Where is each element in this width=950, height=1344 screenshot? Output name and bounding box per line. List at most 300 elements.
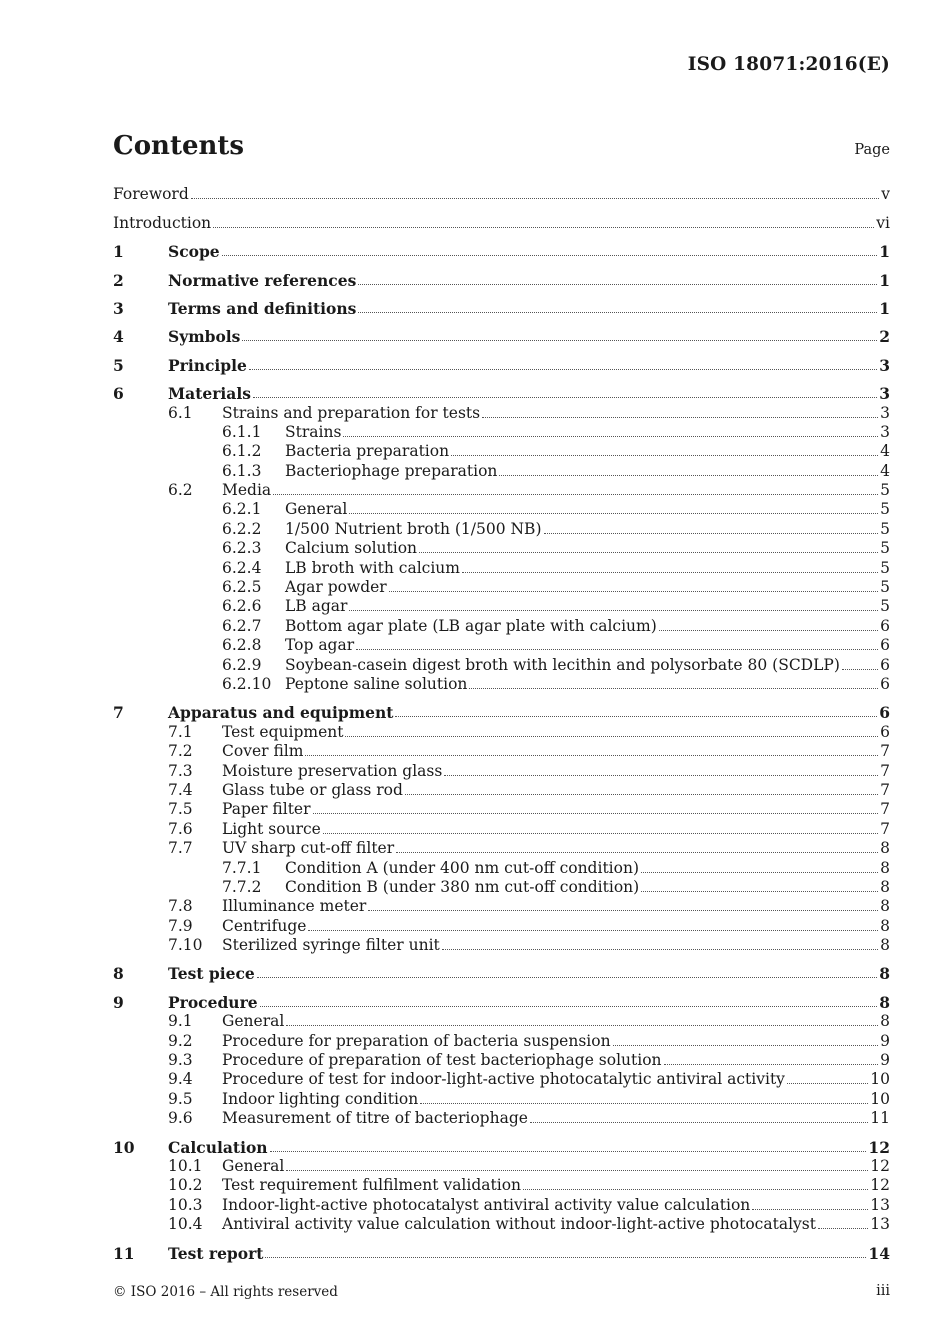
toc-entry-line (168, 271, 890, 290)
toc-entry-title: Strains (285, 422, 342, 441)
toc-entry-page: 13 (870, 1215, 890, 1234)
toc-entry-number: 7.1 (168, 722, 193, 741)
toc-entry[interactable] (113, 1137, 890, 1156)
toc-entry-line (222, 1157, 890, 1176)
page-column-label: Page (854, 142, 890, 158)
dot-leader (242, 339, 877, 341)
toc-entry[interactable] (113, 839, 890, 858)
toc-entry-title: Test report (168, 1243, 264, 1263)
toc-entry[interactable] (113, 442, 890, 461)
toc-entry[interactable] (113, 1070, 890, 1089)
toc-entry-page: 8 (879, 992, 890, 1012)
toc-entry-page: vi (876, 213, 890, 232)
toc-entry-number: 6.2 (168, 481, 193, 500)
toc-entry-title: Introduction (113, 213, 212, 232)
dot-leader (442, 948, 878, 950)
toc-entry-title: General (222, 1012, 285, 1031)
dot-leader (356, 648, 878, 650)
dot-leader (842, 668, 878, 670)
toc-entry-page: 3 (880, 403, 890, 422)
toc-entry-number: 6.1.2 (222, 442, 262, 461)
dot-leader (313, 812, 879, 814)
toc-entry-title: Procedure of test for indoor-light-active photocatalytic antiviral activity (222, 1070, 785, 1089)
toc-entry-title: Calculation (168, 1137, 268, 1157)
dot-leader (213, 226, 874, 228)
toc-entry[interactable] (113, 242, 890, 261)
toc-entry-line (113, 185, 890, 204)
toc-entry-number: 7.7.1 (222, 858, 262, 877)
toc-entry-line (222, 897, 890, 916)
dot-leader (349, 512, 878, 514)
toc-entry-page: 4 (880, 461, 890, 480)
toc-entry-page: 8 (880, 916, 890, 935)
toc-entry-line (285, 597, 890, 616)
toc-entry-line (285, 656, 890, 675)
toc-entry-line (113, 214, 890, 233)
toc-entry-page: 5 (880, 539, 890, 558)
toc-entry[interactable] (113, 655, 890, 674)
toc-entry[interactable] (113, 423, 890, 442)
toc-entry-title: Peptone saline solution (285, 674, 468, 693)
toc-entry-number: 9.1 (168, 1012, 193, 1031)
toc-entry-number: 6.2.1 (222, 500, 262, 519)
toc-entry-title: Bacteriophage preparation (285, 461, 498, 480)
toc-entry-number: 6.2.4 (222, 558, 262, 577)
toc-entry-page: 6 (880, 616, 890, 635)
toc-entry-line (285, 500, 890, 519)
toc-entry[interactable] (113, 1109, 890, 1128)
toc-entry-number: 6.1.1 (222, 422, 262, 441)
toc-entry-title: Illuminance meter (222, 897, 367, 916)
toc-entry[interactable] (113, 936, 890, 955)
toc-entry-line (285, 675, 890, 694)
toc-entry-number: 6.2.7 (222, 616, 262, 635)
dot-leader (253, 396, 877, 398)
dot-leader (323, 832, 878, 834)
toc-entry-page: 5 (880, 500, 890, 519)
toc-entry-title: Procedure of preparation of test bacteriophage solution (222, 1051, 662, 1070)
toc-entry-title: Principle (168, 355, 247, 375)
toc-entry-page: 6 (880, 674, 890, 693)
toc-entry-title: Indoor-light-active photocatalyst antiviral activity value calculation (222, 1195, 751, 1214)
toc-entry-title: Sterilized syringe filter unit (222, 936, 440, 955)
toc-entry[interactable] (113, 327, 890, 346)
toc-entry-page: 12 (870, 1156, 890, 1175)
toc-entry-page: 9 (880, 1051, 890, 1070)
dot-leader (222, 254, 878, 256)
toc-entry-number: 6.2.9 (222, 655, 262, 674)
dot-leader (349, 609, 878, 611)
toc-entry-title: Moisture preservation glass (222, 761, 443, 780)
dot-leader (641, 871, 878, 873)
toc-entry-number: 6.1.3 (222, 461, 262, 480)
toc-entry-number: 6.2.5 (222, 578, 262, 597)
toc-entry[interactable] (113, 781, 890, 800)
toc-entry-line (222, 481, 890, 500)
toc-entry-title: Scope (168, 242, 220, 262)
toc-entry[interactable] (113, 500, 890, 519)
toc-entry-number: 6.2.6 (222, 597, 262, 616)
toc-entry-title: Condition B (under 380 nm cut-off condition) (285, 877, 640, 896)
dot-leader (343, 435, 878, 437)
toc-entry[interactable] (113, 355, 890, 374)
toc-entry-title: LB agar (285, 597, 348, 616)
dot-leader (286, 1169, 868, 1171)
toc-entry[interactable] (113, 461, 890, 480)
toc-entry-number: 9.2 (168, 1031, 193, 1050)
footer-page-number: iii (876, 1283, 890, 1299)
toc-entry-number: 1 (113, 242, 124, 262)
toc-entry-page: 8 (879, 964, 890, 984)
dot-leader (368, 909, 878, 911)
toc-entry-number: 9.5 (168, 1089, 193, 1108)
toc-entry-title: Test equipment (222, 722, 344, 741)
toc-entry[interactable] (113, 1176, 890, 1195)
toc-entry[interactable] (113, 722, 890, 741)
dot-leader (191, 197, 879, 199)
toc-entry-title: UV sharp cut-off filter (222, 839, 395, 858)
toc-entry-title: Top agar (285, 636, 355, 655)
toc-entry-line (222, 1215, 890, 1234)
toc-entry-number: 7 (113, 703, 124, 723)
toc-entry-line (222, 839, 890, 858)
toc-entry-page: 7 (880, 780, 890, 799)
toc-entry[interactable] (113, 878, 890, 897)
dot-leader (499, 474, 878, 476)
toc-entry-page: 1 (879, 242, 890, 262)
toc-entry-page: 3 (880, 422, 890, 441)
dot-leader (641, 890, 878, 892)
toc-entry-line (222, 1090, 890, 1109)
toc-entry-line (168, 1244, 890, 1263)
toc-entry-line (222, 936, 890, 955)
toc-entry[interactable] (113, 213, 890, 232)
toc-entry[interactable] (113, 185, 890, 204)
toc-entry-line (222, 762, 890, 781)
toc-entry-title: Test piece (168, 964, 255, 984)
toc-entry[interactable] (113, 897, 890, 916)
toc-entry-number: 7.10 (168, 936, 203, 955)
toc-entry-page: v (881, 185, 890, 204)
toc-entry[interactable] (113, 597, 890, 616)
toc-entry-number: 6.1 (168, 403, 193, 422)
toc-entry-number: 6.2.10 (222, 674, 272, 693)
toc-entry-page: 1 (879, 270, 890, 290)
dot-leader (389, 590, 878, 592)
dot-leader (358, 283, 877, 285)
toc-entry-number: 6.2.8 (222, 636, 262, 655)
dot-leader (265, 1256, 866, 1258)
toc-entry[interactable] (113, 616, 890, 635)
toc-entry-title: LB broth with calcium (285, 558, 460, 577)
toc-entry[interactable] (113, 481, 890, 500)
toc-entry-number: 10.1 (168, 1156, 203, 1175)
dot-leader (544, 532, 879, 534)
dot-leader (273, 493, 878, 495)
toc-entry[interactable] (113, 270, 890, 289)
page-title: Contents (113, 131, 245, 161)
toc-entry-page: 7 (880, 800, 890, 819)
toc-entry-title: Apparatus and equipment (168, 703, 394, 723)
dot-leader (257, 976, 877, 978)
toc-entry-page: 12 (870, 1176, 890, 1195)
toc-entry-number: 3 (113, 298, 124, 318)
toc-entry[interactable] (113, 384, 890, 403)
dot-leader (462, 571, 878, 573)
dot-leader (664, 1063, 879, 1065)
dot-leader (613, 1044, 879, 1046)
toc-entry-line (222, 1109, 890, 1128)
toc-entry-number: 10.2 (168, 1176, 203, 1195)
toc-entry[interactable] (113, 636, 890, 655)
toc-entry-number: 9.4 (168, 1070, 193, 1089)
toc-entry[interactable] (113, 1012, 890, 1031)
dot-leader (444, 774, 878, 776)
toc-entry-title: 1/500 Nutrient broth (1/500 NB) (285, 519, 542, 538)
toc-entry-title: Bacteria preparation (285, 442, 450, 461)
toc-entry-number: 8 (113, 964, 124, 984)
toc-entry-title: Procedure (168, 992, 258, 1012)
toc-entry-page: 3 (879, 355, 890, 375)
toc-entry-number: 7.6 (168, 819, 193, 838)
dot-leader (305, 754, 878, 756)
toc-entry-line (222, 742, 890, 761)
toc-entry-page: 8 (880, 936, 890, 955)
toc-entry-number: 9 (113, 992, 124, 1012)
toc-entry-title: Antiviral activity value calculation without indoor-light-active photocatalyst (222, 1215, 816, 1234)
toc-entry[interactable] (113, 403, 890, 422)
toc-entry-number: 2 (113, 270, 124, 290)
toc-entry-title: Terms and definitions (168, 298, 357, 318)
toc-entry-page: 8 (880, 858, 890, 877)
toc-entry-title: Agar powder (285, 578, 387, 597)
toc-entry-line (222, 800, 890, 819)
toc-entry-page: 6 (880, 655, 890, 674)
toc-entry[interactable] (113, 858, 890, 877)
dot-leader (419, 551, 878, 553)
toc-entry-title: Condition A (under 400 nm cut-off condition) (285, 858, 639, 877)
dot-leader (249, 368, 877, 370)
toc-entry-page: 5 (880, 519, 890, 538)
toc-entry-number: 4 (113, 327, 124, 347)
toc-entry[interactable] (113, 800, 890, 819)
toc-entry-title: Foreword (113, 185, 189, 204)
toc-entry-page: 8 (880, 897, 890, 916)
toc-entry-title: Indoor lighting condition (222, 1089, 419, 1108)
toc-entry-number: 10 (113, 1137, 135, 1157)
toc-entry-line (285, 462, 890, 481)
dot-leader (405, 793, 878, 795)
toc-entry[interactable] (113, 761, 890, 780)
toc-entry-number: 9.6 (168, 1109, 193, 1128)
toc-entry[interactable] (113, 916, 890, 935)
toc-entry-line (168, 703, 890, 722)
toc-entry[interactable] (113, 539, 890, 558)
toc-entry-page: 10 (870, 1070, 890, 1089)
toc-entry-number: 7.7.2 (222, 877, 262, 896)
toc-entry-line (168, 1138, 890, 1157)
toc-entry-page: 8 (880, 839, 890, 858)
toc-entry-title: General (222, 1156, 285, 1175)
toc-entry[interactable] (113, 1031, 890, 1050)
toc-entry[interactable] (113, 742, 890, 761)
dot-leader (469, 687, 878, 689)
toc-entry-title: Light source (222, 819, 321, 838)
toc-entry-number: 7.7 (168, 839, 193, 858)
toc-entry-title: Strains and preparation for tests (222, 403, 481, 422)
dot-leader (260, 1005, 878, 1007)
toc-entry-page: 10 (870, 1089, 890, 1108)
dot-leader (286, 1024, 878, 1026)
toc-entry-number: 10.4 (168, 1215, 203, 1234)
dot-leader (818, 1227, 868, 1229)
toc-entry-page: 6 (879, 703, 890, 723)
toc-entry-title: Symbols (168, 327, 241, 347)
toc-entry-page: 11 (870, 1109, 890, 1128)
toc-entry-line (285, 617, 890, 636)
toc-entry-line (168, 356, 890, 375)
toc-entry[interactable] (113, 1243, 890, 1262)
toc-entry-title: Cover film (222, 742, 304, 761)
toc-entry-line (168, 384, 890, 403)
toc-entry-page: 2 (879, 327, 890, 347)
toc-entry-line (285, 878, 890, 897)
dot-leader (752, 1208, 868, 1210)
toc-entry-title: Procedure for preparation of bacteria suspension (222, 1031, 611, 1050)
toc-entry-number: 7.9 (168, 916, 193, 935)
toc-entry-page: 4 (880, 442, 890, 461)
toc-entry-title: Paper filter (222, 800, 311, 819)
toc-entry-title: General (285, 500, 348, 519)
toc-entry-page: 14 (868, 1243, 890, 1263)
toc-entry-page: 6 (880, 722, 890, 741)
toc-entry-title: Centrifuge (222, 916, 307, 935)
toc-entry-line (222, 723, 890, 742)
toc-entry[interactable] (113, 819, 890, 838)
toc-entry-page: 5 (880, 558, 890, 577)
toc-entry-line (168, 964, 890, 983)
toc-entry-title: Soybean-casein digest broth with lecithin and polysorbate 80 (SCDLP) (285, 655, 840, 674)
toc-entry-line (168, 242, 890, 261)
toc-entry-line (222, 1176, 890, 1195)
toc-entry-page: 8 (880, 877, 890, 896)
toc-entry-line (285, 859, 890, 878)
toc-entry-page: 7 (880, 761, 890, 780)
toc-entry[interactable] (113, 1157, 890, 1176)
toc-entry-title: Glass tube or glass rod (222, 780, 403, 799)
toc-entry[interactable] (113, 1051, 890, 1070)
toc-entry-line (285, 442, 890, 461)
toc-entry-number: 11 (113, 1243, 135, 1263)
toc-entry-page: 7 (880, 819, 890, 838)
dot-leader (787, 1082, 868, 1084)
toc-entry-line (222, 1196, 890, 1215)
dot-leader (396, 851, 878, 853)
toc-entry-page: 8 (880, 1012, 890, 1031)
toc-entry-title: Normative references (168, 270, 357, 290)
toc-entry-line (285, 520, 890, 539)
toc-entry-page: 3 (879, 384, 890, 404)
toc-entry-page: 5 (880, 597, 890, 616)
toc-entry-title: Measurement of titre of bacteriophage (222, 1109, 528, 1128)
dot-leader (659, 629, 878, 631)
dot-leader (523, 1188, 868, 1190)
toc-entry[interactable] (113, 578, 890, 597)
toc-entry-line (222, 1051, 890, 1070)
toc-entry-title: Calcium solution (285, 539, 418, 558)
toc-entry-line (222, 404, 890, 423)
toc-entry-line (222, 917, 890, 936)
dot-leader (420, 1102, 868, 1104)
toc-entry[interactable] (113, 703, 890, 722)
toc-entry-title: Media (222, 481, 272, 500)
dot-leader (358, 311, 877, 313)
toc-entry-page: 5 (880, 578, 890, 597)
toc-entry-line (222, 1032, 890, 1051)
toc-entry-line (285, 636, 890, 655)
toc-entry-number: 10.3 (168, 1195, 203, 1214)
toc-entry[interactable] (113, 1215, 890, 1234)
copyright-notice: © ISO 2016 – All rights reserved (113, 1284, 338, 1300)
toc-entry[interactable] (113, 299, 890, 318)
toc-entry-number: 7.8 (168, 897, 193, 916)
document-standard-number: ISO 18071:2016(E) (687, 54, 890, 75)
toc-entry-page: 1 (879, 298, 890, 318)
toc-entry-number: 6.2.3 (222, 539, 262, 558)
toc-entry-number: 9.3 (168, 1051, 193, 1070)
toc-entry-page: 13 (870, 1195, 890, 1214)
toc-entry[interactable] (113, 1089, 890, 1108)
dot-leader (482, 416, 878, 418)
toc-entry-page: 6 (880, 636, 890, 655)
toc-entry-number: 7.4 (168, 780, 193, 799)
toc-entry-page: 7 (880, 742, 890, 761)
toc-entry[interactable] (113, 1195, 890, 1214)
toc-entry[interactable] (113, 675, 890, 694)
dot-leader (530, 1121, 868, 1123)
toc-entry[interactable] (113, 558, 890, 577)
toc-entry-line (285, 578, 890, 597)
table-of-contents (113, 185, 890, 1263)
dot-leader (345, 735, 878, 737)
toc-entry-line (222, 781, 890, 800)
toc-entry-line (168, 327, 890, 346)
toc-entry-number: 6 (113, 384, 124, 404)
toc-entry[interactable] (113, 519, 890, 538)
toc-entry-line (285, 559, 890, 578)
toc-entry-page: 5 (880, 481, 890, 500)
toc-entry-page: 12 (868, 1137, 890, 1157)
toc-entry[interactable] (113, 964, 890, 983)
toc-entry-number: 7.2 (168, 742, 193, 761)
dot-leader (308, 929, 878, 931)
toc-entry-line (222, 1012, 890, 1031)
toc-entry-title: Materials (168, 384, 251, 404)
toc-entry-number: 7.5 (168, 800, 193, 819)
toc-entry-line (168, 299, 890, 318)
dot-leader (395, 715, 877, 717)
toc-entry-line (222, 1070, 890, 1089)
toc-entry-line (222, 820, 890, 839)
toc-entry-number: 6.2.2 (222, 519, 262, 538)
toc-entry[interactable] (113, 992, 890, 1011)
toc-entry-line (285, 539, 890, 558)
toc-entry-line (168, 993, 890, 1012)
toc-entry-page: 9 (880, 1031, 890, 1050)
dot-leader (270, 1150, 867, 1152)
toc-entry-number: 7.3 (168, 761, 193, 780)
toc-entry-title: Test requirement fulfilment validation (222, 1176, 522, 1195)
